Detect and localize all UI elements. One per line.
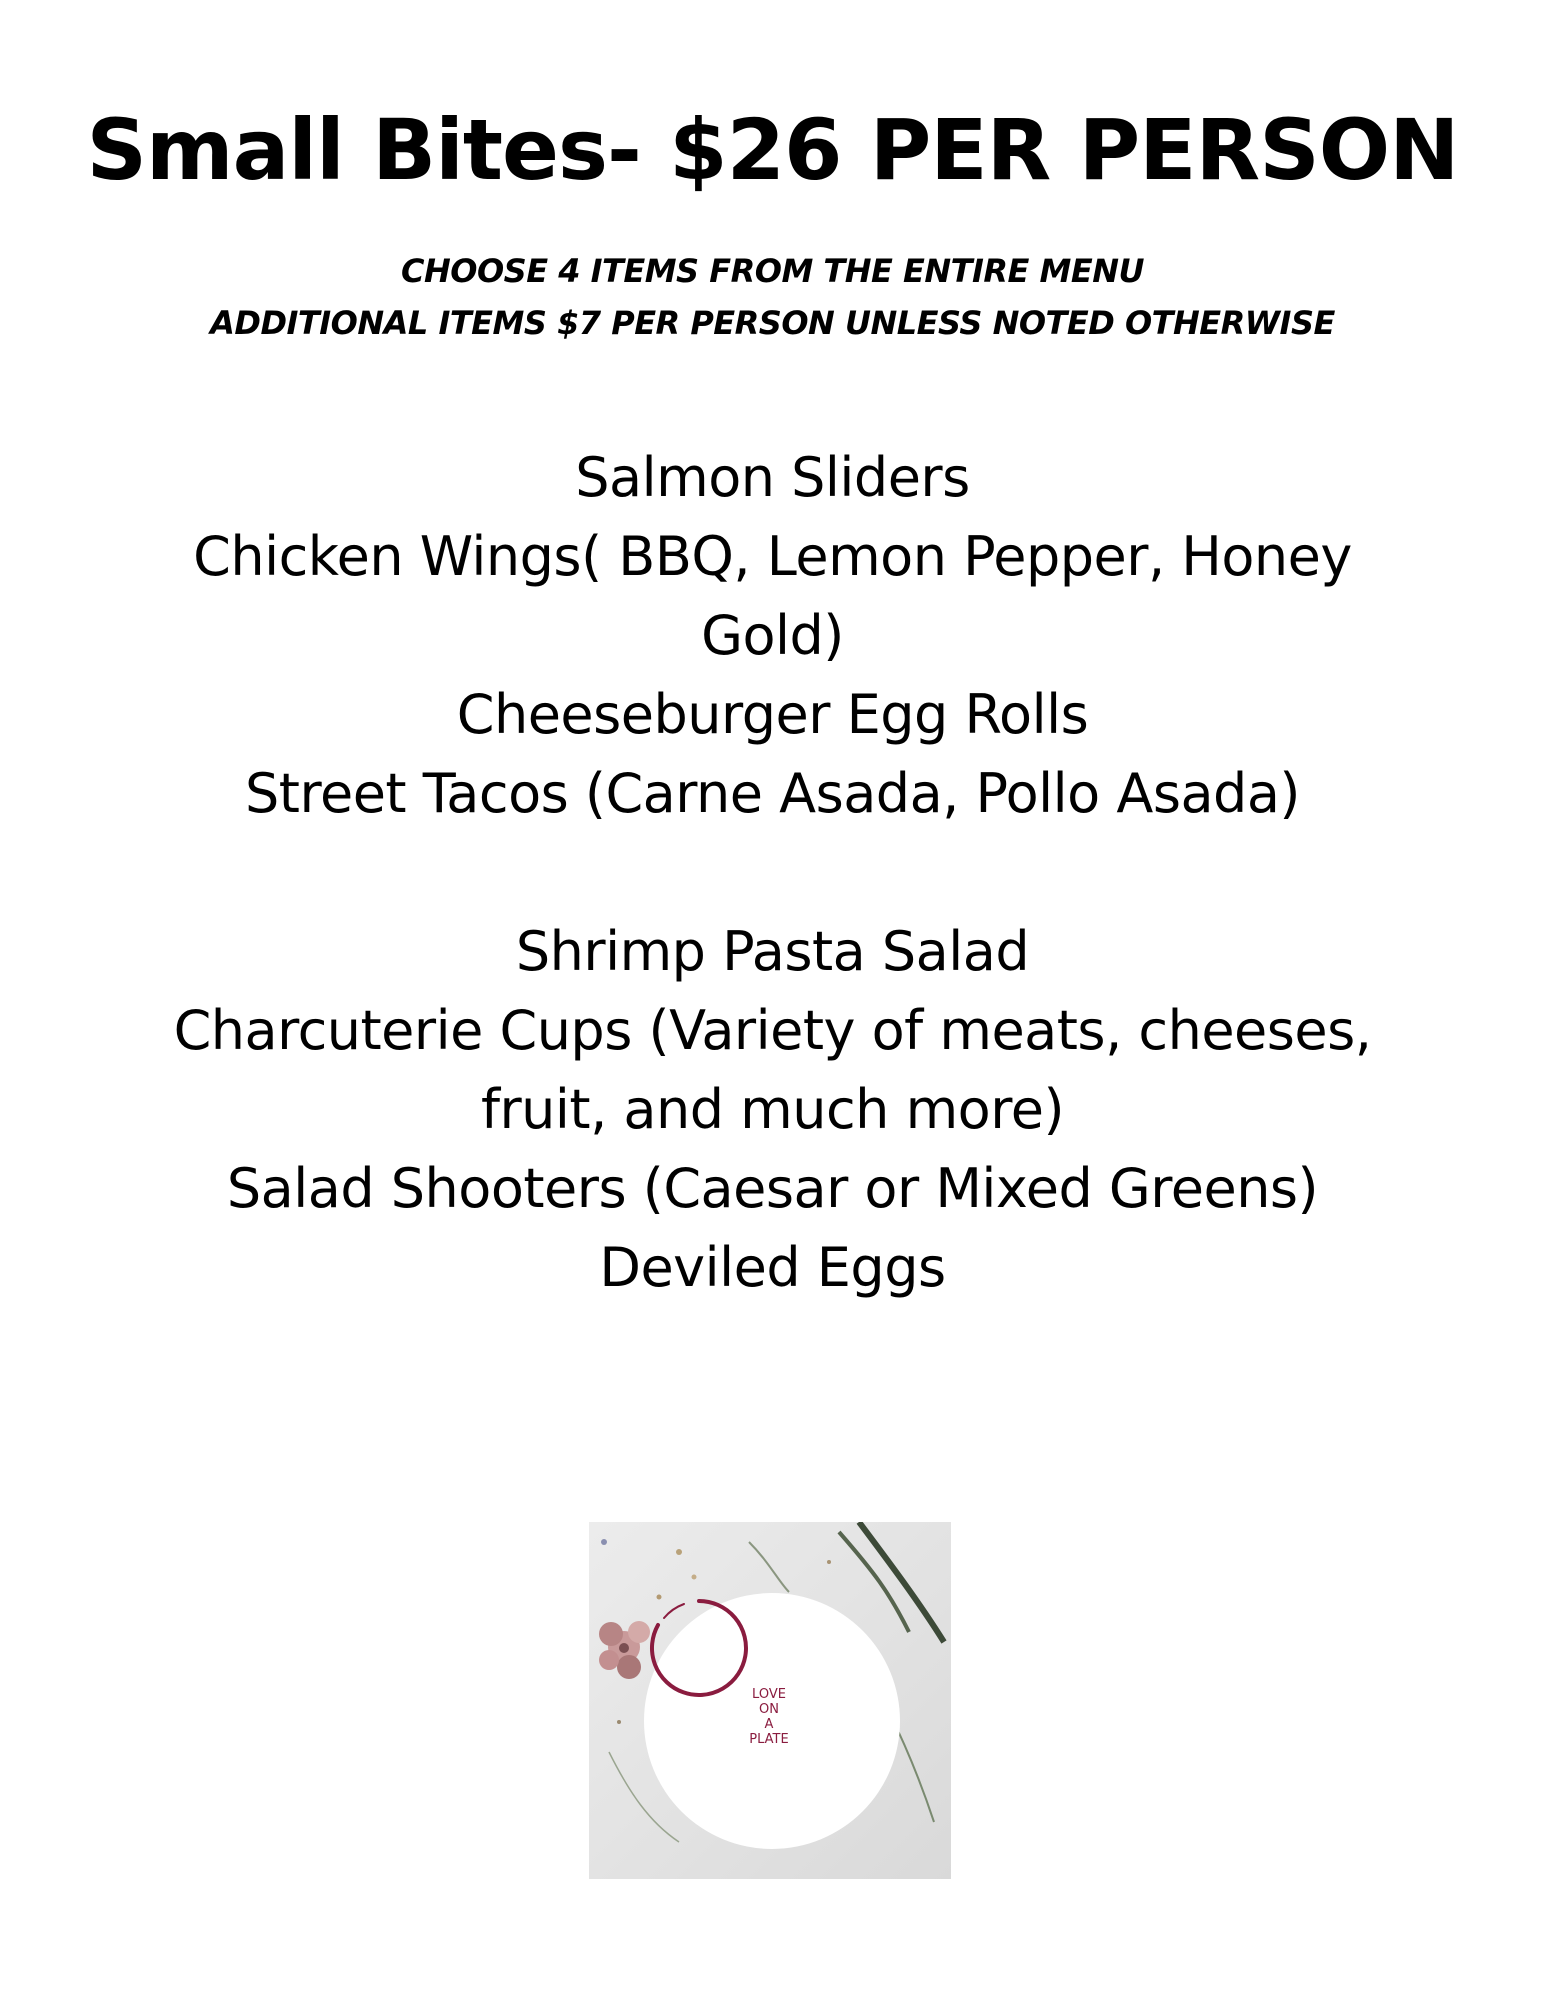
menu-item-charcuterie-cups: Charcuterie Cups (Variety of meats, cheeses, fruit, and much more) xyxy=(173,999,1372,1141)
logo-line: PLATE xyxy=(749,1732,789,1747)
menu-item-cheeseburger-egg-rolls: Cheeseburger Egg Rolls xyxy=(456,683,1089,746)
menu-item-salad-shooters: Salad Shooters (Caesar or Mixed Greens) xyxy=(226,1157,1319,1220)
instruction-additional: ADDITIONAL ITEMS $7 PER PERSON UNLESS NOTED OTHERWISE xyxy=(210,304,1335,342)
logo-line: ON xyxy=(759,1702,779,1717)
menu-item-deviled-eggs: Deviled Eggs xyxy=(599,1236,946,1299)
menu-item-street-tacos: Street Tacos (Carne Asada, Pollo Asada) xyxy=(245,762,1300,825)
menu-item-chicken-wings: Chicken Wings( BBQ, Lemon Pepper, Honey Gold) xyxy=(193,525,1352,667)
menu-item-shrimp-pasta-salad: Shrimp Pasta Salad xyxy=(515,920,1030,983)
menu-instructions xyxy=(0,245,1545,349)
menu-list xyxy=(0,438,1545,1307)
white-plate xyxy=(644,1593,900,1849)
logo-image xyxy=(589,1522,951,1879)
logo-line: LOVE xyxy=(752,1687,786,1702)
menu-item-salmon-sliders: Salmon Sliders xyxy=(575,446,970,509)
menu-group-spacer xyxy=(0,833,1545,912)
instruction-choose: CHOOSE 4 ITEMS FROM THE ENTIRE MENU xyxy=(400,252,1145,290)
pink-flower xyxy=(599,1621,650,1679)
logo-line: A xyxy=(764,1717,774,1732)
logo-wordmark xyxy=(714,1687,824,1747)
page-title: Small Bites- $26 PER PERSON xyxy=(86,101,1459,199)
